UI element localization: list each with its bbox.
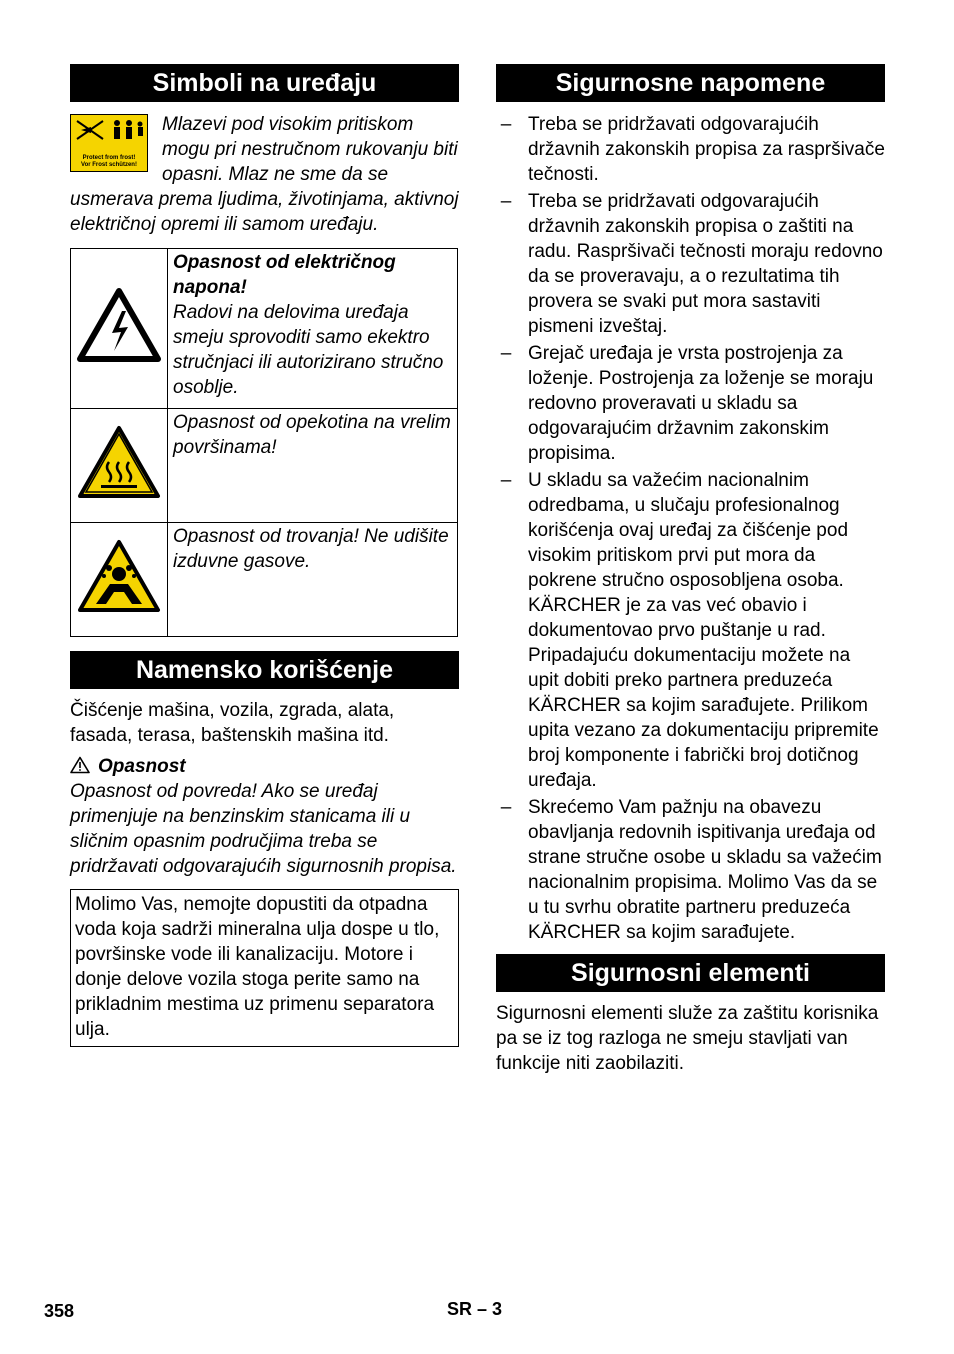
bullet-dash: – <box>500 343 512 364</box>
safety-elements-text: Sigurnosni elementi služe za zaštitu korisnika pa se iz tog razloga ne smeju stavljati van funkcije niti zaobilaziti. <box>496 1003 879 1074</box>
toxic-fumes-icon <box>76 538 162 614</box>
hazard-text-cell <box>168 409 458 523</box>
usage-text: Čišćenje mašina, vozila, zgrada, alata, fasada, terasa, baštenskih mašina itd. <box>70 700 395 746</box>
symbol-block <box>70 112 459 237</box>
list-item <box>496 468 885 793</box>
list-item-text: Skrećemo Vam pažnju na obavezu obavljanja redovnih ispitivanja uređaja od strane stručne osobe u skladu sa važećim nacionalnim propisima. Molimo Vas da se u tu svrhu obratite partneru preduzeća KÄRCHER sa kojim sarađujete. <box>528 797 882 943</box>
list-item-text: U skladu sa važećim nacionalnim odredbama, u slučaju profesionalnog korišćenja ovaj uređaj za čišćenje pod visokim pritiskom prvi put mora da pokrene stručno osposobljena osoba. KÄRCHER je za vas već obavio i dokumentovao prvo puštanje u rad. Pripadajuću dokumentaciju možete na upit dobiti preko partnera preduzeća KÄRCHER sa kojim sarađujete. Prilikom upita vezano za dokumentaciju pripremite broj komponente i fabrički broj dotičnog uređaja. <box>528 470 879 791</box>
hot-surface-icon <box>76 424 162 500</box>
danger-label <box>70 754 459 779</box>
bullet-dash: – <box>500 797 512 818</box>
sticker-text-line-2: Vor Frost schützen! <box>81 162 137 168</box>
bullet-dash: – <box>500 191 512 212</box>
right-column <box>496 64 885 1076</box>
symbol-description: Mlazevi pod visokim pritiskom mogu pri nestručnom rukovanju biti opasni. Mlaz ne sme da se usmerava prema ljudima, životinjama, aktivnoj električnoj opremi ili samom uređaju. <box>70 114 459 235</box>
sticker-pictograms-icon <box>73 117 147 143</box>
hazard-row-toxic <box>71 523 458 637</box>
environmental-notice-box: Molimo Vas, nemojte dopustiti da otpadna voda koja sadrži mineralna ulja dospe u tlo, površinske vode ili kanalizaciju. Motore i donje delove vozila stoga perite samo na prikladnim mestima uz primenu separatora ulja. <box>70 889 459 1047</box>
hazard-text: Opasnost od trovanja! Ne udišite izduvne gasove. <box>173 526 449 572</box>
hazard-text: Radovi na delovima uređaja smeju sprovoditi samo ekektro stručnjaci ili autorizirano stručno osoblje. <box>173 302 444 398</box>
list-item-text: Treba se pridržavati odgovarajućih državnih zakonskih propisa za raspršivače tečnosti. <box>528 114 885 185</box>
danger-label-text: Opasnost <box>98 756 186 777</box>
hazard-text: Opasnost od opekotina na vrelim površinama! <box>173 412 451 458</box>
section-page-label: SR – 3 <box>447 1299 503 1319</box>
list-item <box>496 189 885 339</box>
hazard-row-hot <box>71 409 458 523</box>
hazard-icon-cell <box>71 409 168 523</box>
hazard-text-cell <box>168 249 458 409</box>
list-item <box>496 341 885 466</box>
list-item-text: Grejač uređaja je vrsta postrojenja za loženje. Postrojenja za loženje se moraju redovno proveravati u skladu sa odgovarajućim državnim zakonskim propisima. <box>528 343 874 464</box>
hazard-icon-cell <box>71 523 168 637</box>
list-item <box>496 795 885 945</box>
page-number: 358 <box>44 1301 75 1321</box>
sticker-text <box>75 155 143 169</box>
left-column <box>70 64 459 1047</box>
safety-notes-list <box>496 112 885 945</box>
electric-hazard-icon <box>76 287 162 363</box>
pressure-warning-sticker-icon <box>70 114 148 172</box>
bullet-dash: – <box>500 470 512 491</box>
hazard-table <box>70 248 458 637</box>
heading-symbols: Simboli na uređaju <box>70 64 459 102</box>
bullet-dash: – <box>500 114 512 135</box>
heading-safety-elements: Sigurnosni elementi <box>496 954 885 992</box>
heading-intended-use: Namensko korišćenje <box>70 651 459 689</box>
hazard-icon-cell <box>71 249 168 409</box>
danger-text: Opasnost od povreda! Ako se uređaj primenjuje na benzinskim stanicama ili u sličnim opasnim područjima treba se pridržavati odgovarajućih sigurnosnih propisa. <box>70 781 457 877</box>
list-item-text: Treba se pridržavati odgovarajućih državnih zakonskih propisa o zaštiti na radu. Raspršivači tečnosti moraju redovno da se proveravaju, a o rezultatima tih provera se svaki put mora sastaviti pismeni izveštaj. <box>528 191 883 337</box>
sticker-text-line-1: Protect from frost! <box>82 155 136 161</box>
list-item <box>496 112 885 187</box>
hazard-title: Opasnost od električnog napona! <box>173 252 396 298</box>
heading-safety-notes: Sigurnosne napomene <box>496 64 885 102</box>
hazard-row-electric <box>71 249 458 409</box>
hazard-text-cell <box>168 523 458 637</box>
warning-triangle-icon <box>70 756 90 774</box>
